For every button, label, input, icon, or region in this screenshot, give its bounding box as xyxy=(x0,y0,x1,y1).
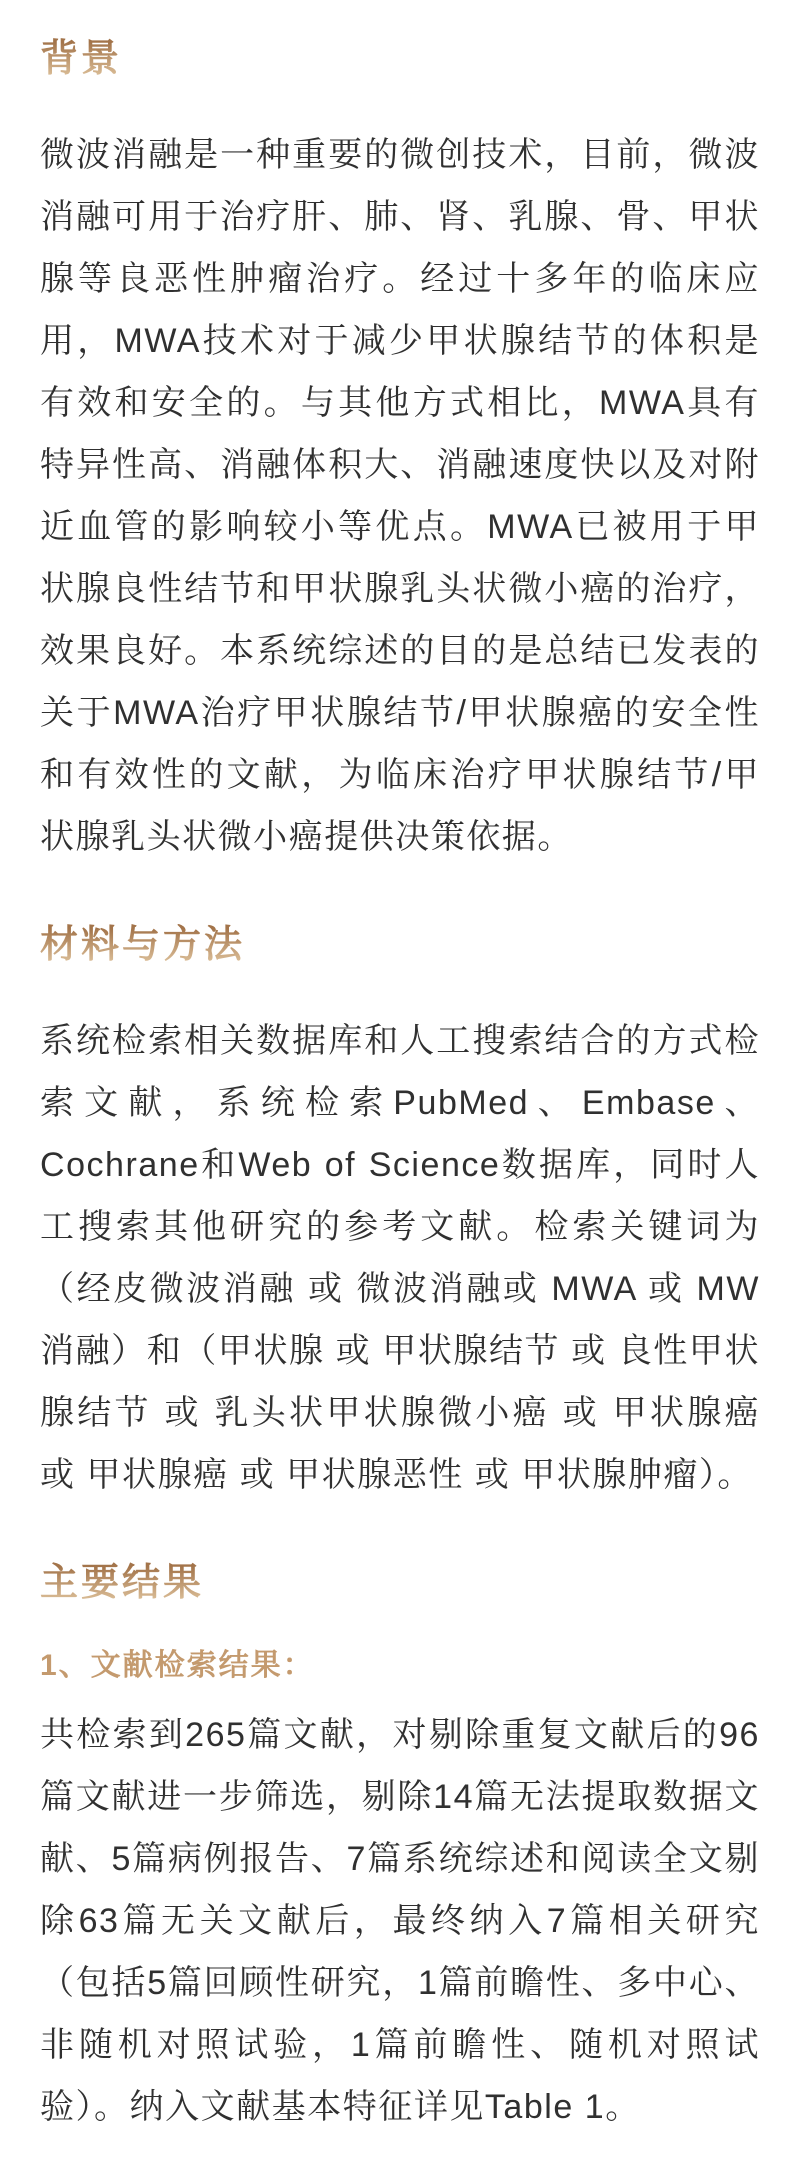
background-paragraph: 微波消融是一种重要的微创技术，目前，微波消融可用于治疗肝、肺、肾、乳腺、骨、甲状腺等良恶性肿瘤治疗。经过十多年的临床应用，MWA技术对于减少甲状腺结节的体积是有效和安全的。与其他方式相比，MWA具有特异性高、消融体积大、消融速度快以及对附近血管的影响较小等优点。MWA已被用于甲状腺良性结节和甲状腺乳头状微小癌的治疗，效果良好。本系统综述的目的是总结已发表的关于MWA治疗甲状腺结节/甲状腺癌的安全性和有效性的文献，为临床治疗甲状腺结节/甲状腺乳头状微小癌提供决策依据。 xyxy=(40,136,760,856)
section-heading-row xyxy=(40,38,760,80)
background-heading: 背景 xyxy=(40,38,123,80)
section-heading-row xyxy=(40,1562,760,1604)
section-methods xyxy=(40,924,760,1506)
methods-heading: 材料与方法 xyxy=(40,924,246,966)
section-heading-row xyxy=(40,924,760,966)
results-subheading: 1、文献检索结果： xyxy=(40,1649,315,1682)
methods-paragraph: 系统检索相关数据库和人工搜索结合的方式检索文献，系统检索PubMed、Embase、Cochrane和Web of Science数据库，同时人工搜索其他研究的参考文献。检索关键词为（经皮微波消融 或 微波消融或 MWA 或 MW消融）和（甲状腺 或 甲状腺结节 或 良性甲状腺结节 或 乳头状甲状腺微小癌 或 甲状腺癌 或 甲状腺癌 或 甲状腺恶性 或 甲状腺肿瘤）。 xyxy=(40,1022,760,1494)
section-results xyxy=(40,1562,760,2138)
results-heading: 主要结果 xyxy=(40,1562,205,1604)
results-paragraph: 共检索到265篇文献，对剔除重复文献后的96篇文献进一步筛选，剔除14篇无法提取数据文献、5篇病例报告、7篇系统综述和阅读全文剔除63篇无关文献后，最终纳入7篇相关研究（包括5篇回顾性研究，1篇前瞻性、多中心、非随机对照试验，1篇前瞻性、随机对照试验）。纳入文献基本特征详见Table 1。 xyxy=(40,1716,760,2126)
article xyxy=(0,38,800,2146)
section-background xyxy=(40,38,760,868)
